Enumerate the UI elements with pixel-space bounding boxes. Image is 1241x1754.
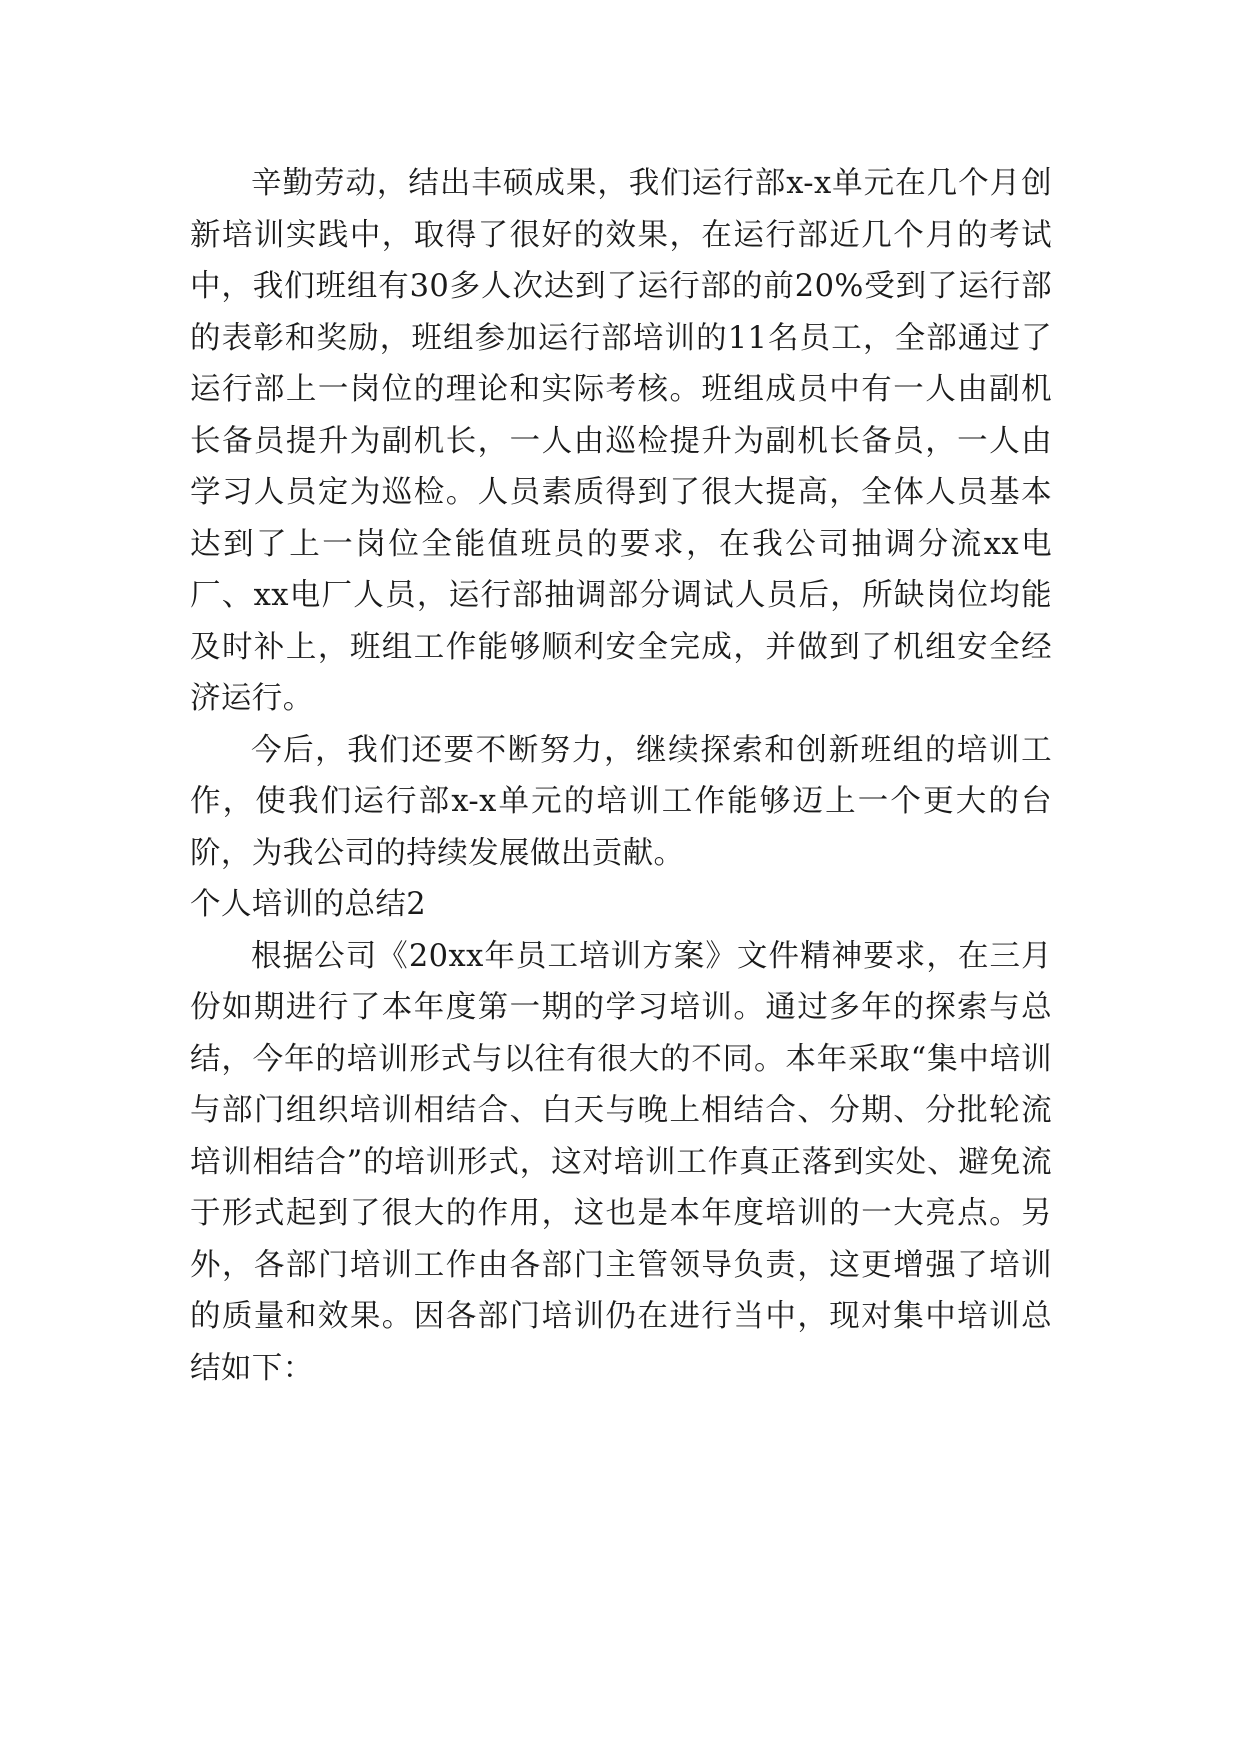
paragraph-training-results: 辛勤劳动，结出丰硕成果，我们运行部x-x单元在几个月创新培训实践中，取得了很好的效果，在运行部近几个月的考试中，我们班组有30多人次达到了运行部的前20%受到了运行部的表彰和奖励，班组参加运行部培训的11名员工，全部通过了运行部上一岗位的理论和实际考核。班组成员中有一人由副机长备员提升为副机长，一人由巡检提升为副机长备员，一人由学习人员定为巡检。人员素质得到了很大提高，全体人员基本达到了上一岗位全能值班员的要求，在我公司抽调分流xx电厂、xx电厂人员，运行部抽调部分调试人员后，所缺岗位均能及时补上，班组工作能够顺利安全完成，并做到了机组安全经济运行。 <box>190 166 1052 716</box>
document-body <box>190 158 1052 1394</box>
paragraph-training-summary: 根据公司《20xx年员工培训方案》文件精神要求，在三月份如期进行了本年度第一期的学习培训。通过多年的探索与总结，今年的培训形式与以往有很大的不同。本年采取“集中培训与部门组织培训相结合、白天与晚上相结合、分期、分批轮流培训相结合”的培训形式，这对培训工作真正落到实处、避免流于形式起到了很大的作用，这也是本年度培训的一大亮点。另外，各部门培训工作由各部门主管领导负责，这更增强了培训的质量和效果。因各部门培训仍在进行当中，现对集中培训总结如下： <box>190 938 1052 1386</box>
section-title: 个人培训的总结2 <box>190 887 427 922</box>
paragraph-future-work: 今后，我们还要不断努力，继续探索和创新班组的培训工作，使我们运行部x-x单元的培训工作能够迈上一个更大的台阶，为我公司的持续发展做出贡献。 <box>190 732 1052 871</box>
